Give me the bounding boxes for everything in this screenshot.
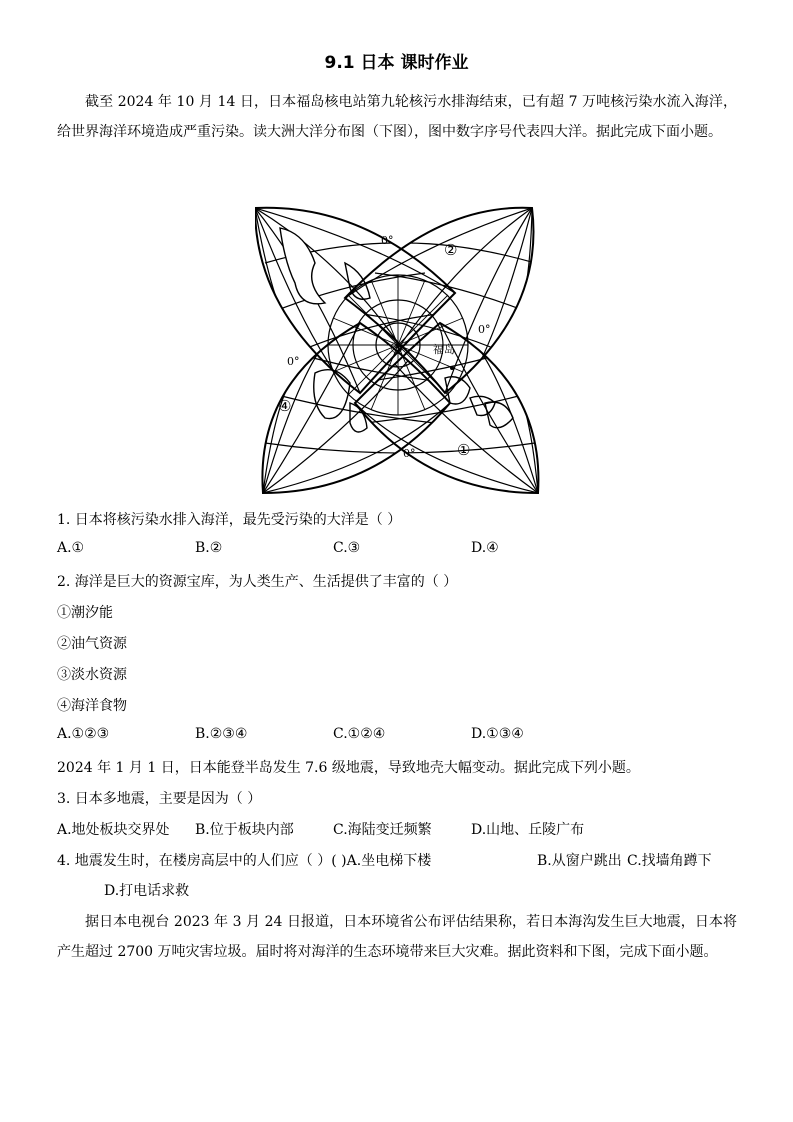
q2-item-2: ②油气资源 (57, 636, 127, 652)
q2-option-b[interactable]: B.②③④ (195, 726, 248, 742)
q2-item-3: ③淡水资源 (57, 667, 127, 683)
world-ocean-map (255, 203, 545, 495)
q2-option-d[interactable]: D.①③④ (471, 726, 524, 742)
q2-stem: 2. 海洋是巨大的资源宝库，为人类生产、生活提供了丰富的（ ） (57, 574, 458, 590)
q4-option-b[interactable]: B.从窗户跳出 (537, 853, 622, 869)
intro-paragraph: 截至 2024 年 10 月 14 日，日本福岛核电站第九轮核污水排海结束，已有超 7 万吨核污染水流入海洋，给世界海洋环境造成严重污染。读大洲大洋分布图（下图），图中数字序号代表四大洋。据此完成下面小题。 (57, 94, 737, 140)
q1-option-d[interactable]: D.④ (471, 540, 499, 556)
q3-option-c[interactable]: C.海陆变迁频繁 (333, 822, 432, 838)
q2-option-c[interactable]: C.①②④ (333, 726, 386, 742)
q4-stem: 4. 地震发生时，在楼房高层中的人们应（ ）( )A.坐电梯下楼 (57, 853, 432, 869)
q4-option-d[interactable]: D.打电话求救 (104, 883, 190, 899)
fukushima-marker (450, 366, 454, 370)
q4-option-c[interactable]: C.找墙角蹲下 (627, 853, 712, 869)
q1-option-b[interactable]: B.② (195, 540, 223, 556)
ocean-distribution-figure (255, 203, 545, 495)
equator-label-a: 0° (381, 234, 394, 247)
ocean-label-1: ① (457, 441, 471, 459)
equator-label-c: 0° (287, 355, 300, 368)
q2-option-a[interactable]: A.①②③ (57, 726, 110, 742)
equator-label-b: 0° (478, 323, 491, 336)
fukushima-label: 福岛 (433, 343, 455, 356)
earthquake-context: 2024 年 1 月 1 日，日本能登半岛发生 7.6 级地震，导致地壳大幅变动。据此完成下列小题。 (57, 760, 640, 776)
q3-option-b[interactable]: B.位于板块内部 (195, 822, 294, 838)
ocean-label-4: ④ (278, 397, 292, 415)
q1-stem: 1. 日本将核污染水排入海洋，最先受污染的大洋是（ ） (57, 512, 402, 528)
q3-stem: 3. 日本多地震，主要是因为（ ） (57, 791, 262, 807)
page-title: 9.1 日本 课时作业 (324, 53, 469, 73)
equator-label-d: 0° (403, 447, 416, 460)
q2-item-1: ①潮汐能 (57, 605, 113, 621)
disaster-waste-paragraph: 据日本电视台 2023 年 3 月 24 日报道，日本环境省公布评估结果称，若日本海沟发生巨大地震，日本将产生超过 2700 万吨灾害垃圾。届时将对海洋的生态环境带来巨大灾难。据此资料和下图，完成下面小题。 (57, 914, 737, 960)
ocean-label-3: ③ (390, 339, 404, 357)
q3-option-d[interactable]: D.山地、丘陵广布 (471, 822, 585, 838)
q1-option-a[interactable]: A.① (57, 540, 85, 556)
q1-option-c[interactable]: C.③ (333, 540, 361, 556)
ocean-label-2: ② (444, 241, 458, 259)
q2-item-4: ④海洋食物 (57, 698, 127, 714)
q3-option-a[interactable]: A.地处板块交界处 (57, 822, 170, 838)
